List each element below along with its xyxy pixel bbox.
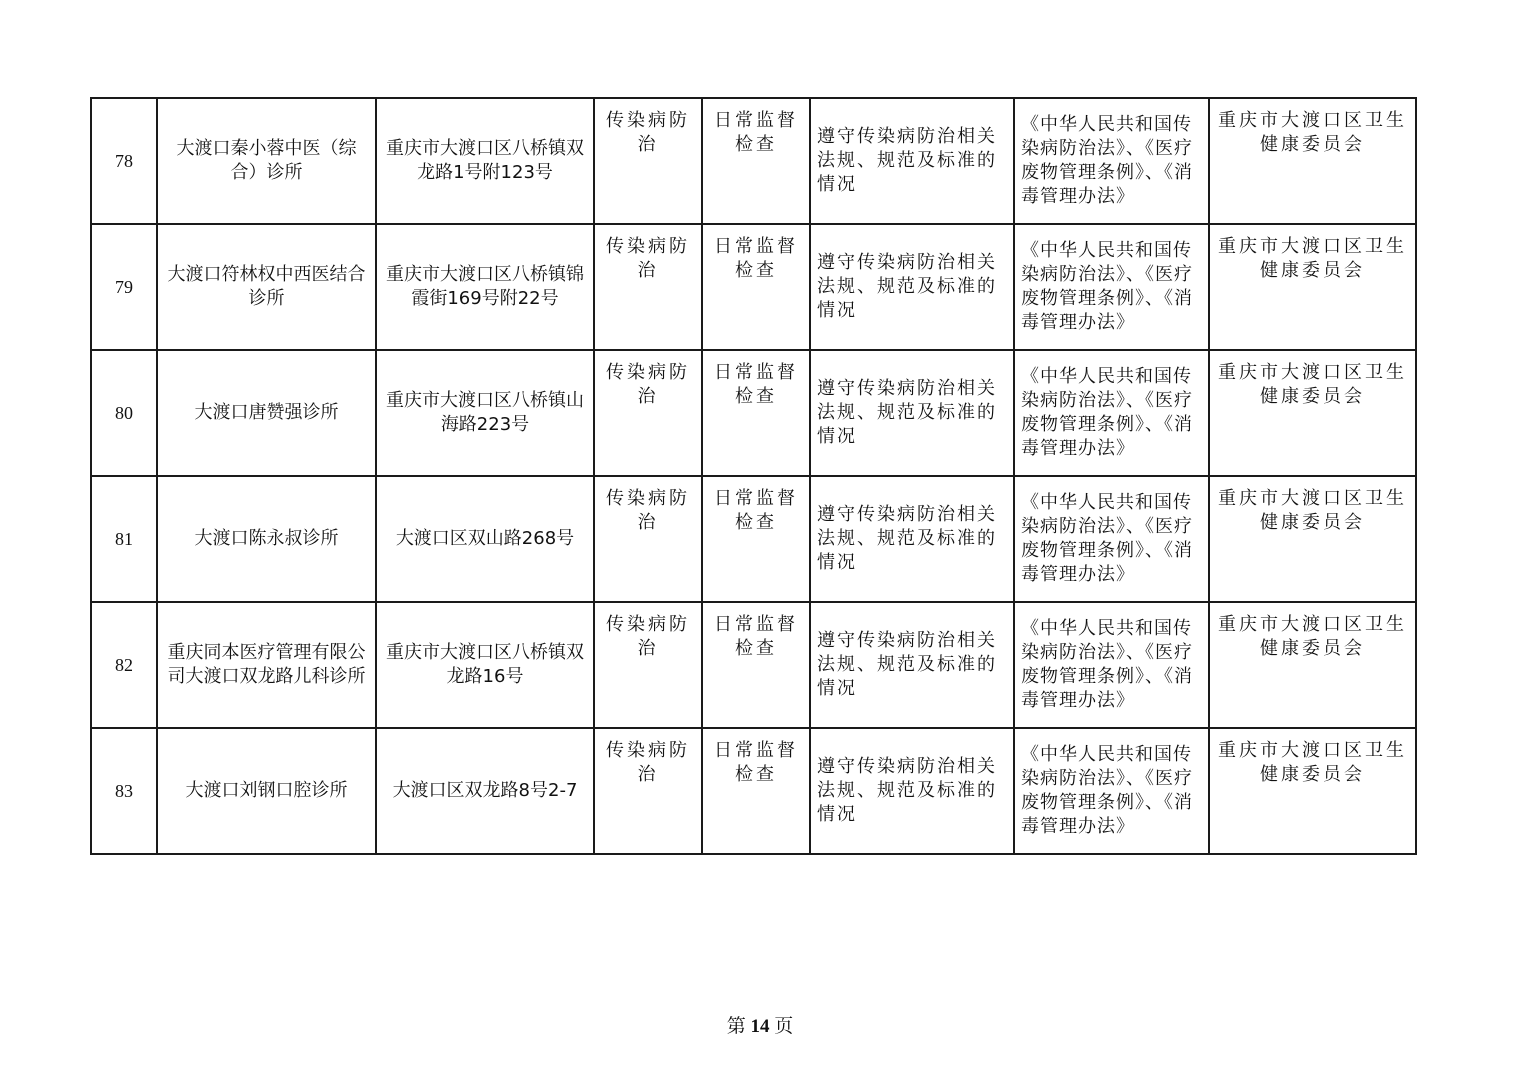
clinic-address-cell: 大渡口区双龙路8号2-7 bbox=[376, 728, 594, 854]
table-row bbox=[91, 98, 1416, 224]
inspection-item-cell: 传染病防治 bbox=[594, 98, 702, 224]
clinic-address-cell: 重庆市大渡口区八桥镇双龙路16号 bbox=[376, 602, 594, 728]
responsible-department-cell: 重庆市大渡口区卫生健康委员会 bbox=[1209, 728, 1416, 854]
inspection-content-cell: 遵守传染病防治相关法规、规范及标准的情况 bbox=[810, 224, 1014, 350]
inspection-content-cell: 遵守传染病防治相关法规、规范及标准的情况 bbox=[810, 98, 1014, 224]
clinic-address-cell: 重庆市大渡口区八桥镇双龙路1号附123号 bbox=[376, 98, 594, 224]
inspection-type-cell: 日常监督检查 bbox=[702, 224, 810, 350]
legal-basis-cell: 《中华人民共和国传染病防治法》、《医疗废物管理条例》、《消毒管理办法》 bbox=[1014, 476, 1209, 602]
inspection-type-cell: 日常监督检查 bbox=[702, 476, 810, 602]
table-row bbox=[91, 728, 1416, 854]
responsible-department-cell: 重庆市大渡口区卫生健康委员会 bbox=[1209, 602, 1416, 728]
legal-basis-cell: 《中华人民共和国传染病防治法》、《医疗废物管理条例》、《消毒管理办法》 bbox=[1014, 224, 1209, 350]
clinic-address-cell: 重庆市大渡口区八桥镇锦霞街169号附22号 bbox=[376, 224, 594, 350]
table-body bbox=[91, 98, 1416, 854]
clinic-address-cell: 重庆市大渡口区八桥镇山海路223号 bbox=[376, 350, 594, 476]
clinic-name-cell: 大渡口唐赞强诊所 bbox=[157, 350, 376, 476]
clinic-address-cell: 大渡口区双山路268号 bbox=[376, 476, 594, 602]
row-number-cell: 79 bbox=[91, 224, 157, 350]
inspection-content-cell: 遵守传染病防治相关法规、规范及标准的情况 bbox=[810, 476, 1014, 602]
legal-basis-cell: 《中华人民共和国传染病防治法》、《医疗废物管理条例》、《消毒管理办法》 bbox=[1014, 728, 1209, 854]
table-row bbox=[91, 602, 1416, 728]
responsible-department-cell: 重庆市大渡口区卫生健康委员会 bbox=[1209, 476, 1416, 602]
row-number-cell: 78 bbox=[91, 98, 157, 224]
footer-prefix: 第 bbox=[726, 1016, 746, 1037]
clinic-name-cell: 大渡口刘钢口腔诊所 bbox=[157, 728, 376, 854]
inspection-item-cell: 传染病防治 bbox=[594, 728, 702, 854]
responsible-department-cell: 重庆市大渡口区卫生健康委员会 bbox=[1209, 224, 1416, 350]
inspection-item-cell: 传染病防治 bbox=[594, 350, 702, 476]
inspection-content-cell: 遵守传染病防治相关法规、规范及标准的情况 bbox=[810, 602, 1014, 728]
clinic-name-cell: 大渡口符林权中西医结合诊所 bbox=[157, 224, 376, 350]
legal-basis-cell: 《中华人民共和国传染病防治法》、《医疗废物管理条例》、《消毒管理办法》 bbox=[1014, 98, 1209, 224]
table-row bbox=[91, 350, 1416, 476]
responsible-department-cell: 重庆市大渡口区卫生健康委员会 bbox=[1209, 98, 1416, 224]
clinic-name-cell: 大渡口陈永叔诊所 bbox=[157, 476, 376, 602]
footer-suffix: 页 bbox=[774, 1016, 794, 1037]
page-footer bbox=[0, 1011, 1520, 1038]
row-number-cell: 80 bbox=[91, 350, 157, 476]
inspection-item-cell: 传染病防治 bbox=[594, 476, 702, 602]
clinic-name-cell: 重庆同本医疗管理有限公司大渡口双龙路儿科诊所 bbox=[157, 602, 376, 728]
inspection-type-cell: 日常监督检查 bbox=[702, 350, 810, 476]
inspection-table bbox=[90, 97, 1417, 855]
page-number: 14 bbox=[750, 1016, 770, 1037]
inspection-item-cell: 传染病防治 bbox=[594, 602, 702, 728]
inspection-content-cell: 遵守传染病防治相关法规、规范及标准的情况 bbox=[810, 350, 1014, 476]
clinic-name-cell: 大渡口秦小蓉中医（综合）诊所 bbox=[157, 98, 376, 224]
inspection-item-cell: 传染病防治 bbox=[594, 224, 702, 350]
legal-basis-cell: 《中华人民共和国传染病防治法》、《医疗废物管理条例》、《消毒管理办法》 bbox=[1014, 602, 1209, 728]
inspection-content-cell: 遵守传染病防治相关法规、规范及标准的情况 bbox=[810, 728, 1014, 854]
row-number-cell: 83 bbox=[91, 728, 157, 854]
legal-basis-cell: 《中华人民共和国传染病防治法》、《医疗废物管理条例》、《消毒管理办法》 bbox=[1014, 350, 1209, 476]
inspection-type-cell: 日常监督检查 bbox=[702, 728, 810, 854]
table-row bbox=[91, 476, 1416, 602]
inspection-type-cell: 日常监督检查 bbox=[702, 602, 810, 728]
inspection-type-cell: 日常监督检查 bbox=[702, 98, 810, 224]
row-number-cell: 81 bbox=[91, 476, 157, 602]
table-row bbox=[91, 224, 1416, 350]
row-number-cell: 82 bbox=[91, 602, 157, 728]
responsible-department-cell: 重庆市大渡口区卫生健康委员会 bbox=[1209, 350, 1416, 476]
